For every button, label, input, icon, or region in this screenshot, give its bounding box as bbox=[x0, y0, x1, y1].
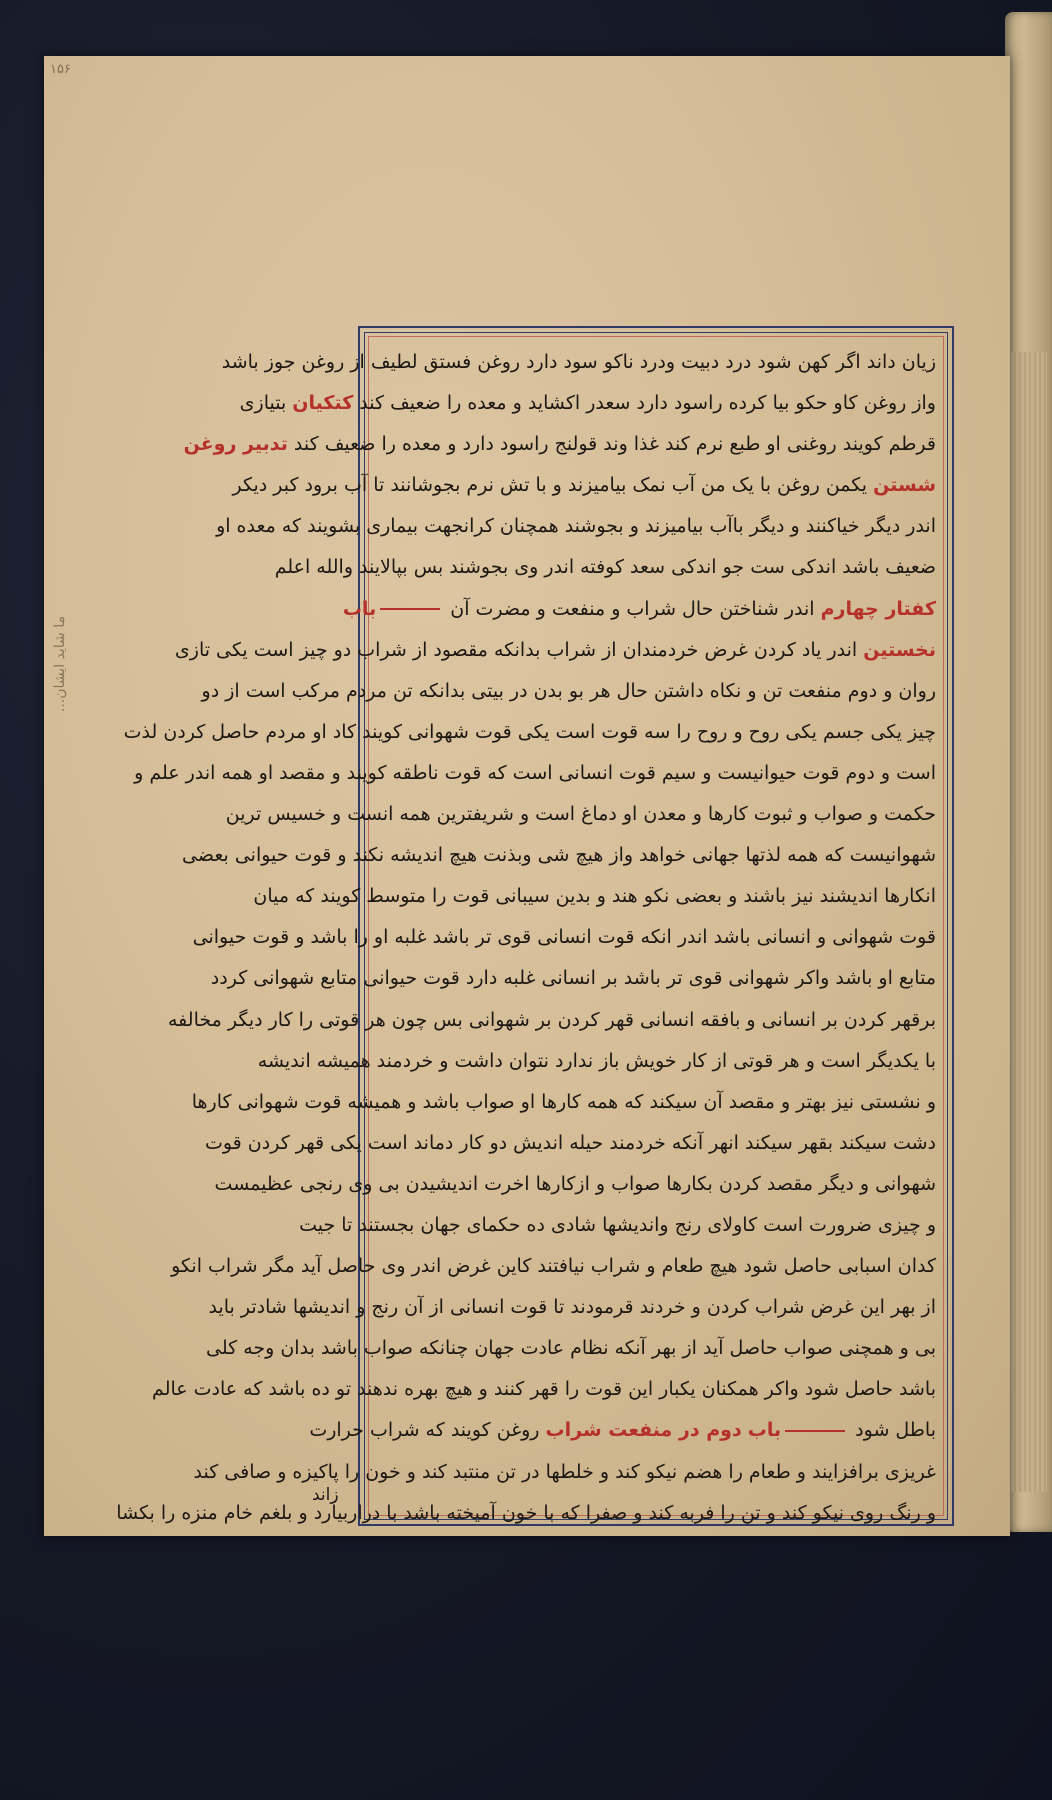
text-line bbox=[257, 1041, 936, 1082]
margin-note: ...ما شاید ایشان bbox=[52, 616, 68, 713]
text-line bbox=[152, 1369, 936, 1410]
body-text: قرطم کویند روغنی او طبع نرم کند غذا وند قولنج راسود دارد و معده را ضعیف کند bbox=[293, 433, 936, 456]
body-text: یکمن روغن با یک من آب نمک بیامیزند و با تش نرم بجوشانند تا آب برود کبر دیکر bbox=[232, 474, 868, 497]
rubric-text: دوم در منفعت شراب bbox=[545, 1419, 742, 1442]
text-line bbox=[193, 1452, 936, 1493]
text-line bbox=[191, 1082, 936, 1123]
body-text: از بهر این غرض شراب کردن و خردند قرمودند تا قوت انسانی از آن رنج و اندیشها شادتر باید bbox=[208, 1296, 936, 1319]
body-text: است و دوم قوت حیوانیست و سیم قوت انسانی است که قوت ناطقه کویند و مقصد او همه اندر علم و bbox=[134, 761, 936, 784]
body-text: اندر شناختن حال شراب و منفعت و مضرت آن bbox=[450, 597, 815, 620]
text-line bbox=[214, 1164, 936, 1205]
body-text: لطیف از روغن جوز باشد bbox=[221, 351, 418, 373]
text-line bbox=[274, 547, 936, 588]
body-text: و نشستی نیز بهتر و مقصد آن سیکند که همه کارها او صواب باشد و همیشه قوت شهوانی کارها bbox=[191, 1090, 936, 1113]
text-line bbox=[206, 1328, 936, 1369]
text-line bbox=[192, 917, 936, 958]
text-line bbox=[134, 753, 936, 794]
body-text: حکمت و صواب و ثبوت کارها و معدن او دماغ است و شریفترین همه انست و خسیس ترین bbox=[225, 803, 936, 826]
folio-number: ۱۵۶ bbox=[50, 62, 71, 77]
manuscript-page bbox=[44, 56, 1010, 1536]
body-text: چیز یکی جسم یکی روح و روح را سه قوت است یکی قوت شهوانی کویند کاد او مردم حاصل کردن لذت bbox=[123, 720, 936, 743]
body-text: برقهر کردن بر انسانی و بافقه انسانی قهر کردن بر شهوانی بس چون هر قوتی را کار دیگر مخالفه bbox=[167, 1008, 936, 1031]
text-line bbox=[208, 1287, 936, 1328]
body-text: متابع او باشد واکر شهوانی قوی تر باشد بر انسانی غلبه دارد قوت حیوانی متابع شهوانی کردد bbox=[210, 967, 936, 990]
body-text: زیان داند اگر کهن شود درد دبیت ودرد ناکو سود دارد روغن فستق bbox=[423, 351, 936, 373]
body-text: اندر یاد کردن غرض خردمندان از شراب بدانکه مقصود از شراب دو چیز است یکی تازی bbox=[174, 638, 858, 661]
page-stack-edge bbox=[1011, 352, 1047, 1492]
text-line bbox=[225, 794, 936, 835]
text-line bbox=[204, 1123, 936, 1164]
text-line bbox=[201, 671, 936, 712]
body-text: غریزی برافزایند و طعام را هضم نیکو کند و خلطها در تن منتبد کند و خون را پاکیزه و صافی کند bbox=[193, 1460, 936, 1483]
text-line bbox=[221, 342, 936, 383]
rubric-text: نخستین bbox=[863, 638, 936, 661]
body-text: انکارها اندیشند نیز باشند و بعضی نکو هند و بدین سیبانی قوت را متوسط کویند که میان bbox=[253, 885, 936, 908]
text-line bbox=[174, 630, 936, 671]
next-page-edge bbox=[1005, 12, 1052, 1532]
body-text: و رنگ روی نیکو کند و تن را فربه کند و صفرا که با خون آمیخته باشد با دراربیارد و بلغم خام منزه را بکشا bbox=[116, 1501, 936, 1524]
body-text: روان و دوم منفعت تن و نکاه داشتن حال هر بو بدن در بیتی بدانکه تن مردم مرکب است از دو bbox=[201, 679, 936, 702]
text-line bbox=[216, 506, 936, 547]
body-text: ضعیف باشد اندکی ست جو اندکی سعد کوفته اندر وی بجوشند بس بپالایند والله اعلم bbox=[274, 556, 936, 579]
text-line bbox=[299, 1205, 936, 1246]
body-text: واز روغن کاو حکو بیا کرده راسود دارد سعدر اکشاید و معده را ضعیف کند bbox=[359, 392, 936, 415]
body-text: دشت سیکند بقهر سیکند انهر آنکه خردمند حیله اندیش دو کار دماند است یکی قهر کردن قوت bbox=[204, 1131, 936, 1154]
body-text: با یکدیگر است و هر قوتی از کار خویش باز ندارد نتوان داشت و خردمند همیشه اندیشه bbox=[257, 1049, 936, 1072]
body-text: بی و همچنی صواب حاصل آید از بهر آنکه نظام عادت جهان چنانکه صواب باشد بدان وجه کلی bbox=[206, 1337, 936, 1360]
text-line bbox=[182, 835, 936, 876]
rubric-text: شستن bbox=[873, 474, 936, 497]
rubric-text: کتکیان bbox=[292, 392, 354, 415]
body-text: کدان اسبابی حاصل شود هیچ طعام و شراب نیافتند کاین غرض اندر وی حاصل آید مگر شراب انکو bbox=[171, 1255, 936, 1278]
rubric-text: کفتار چهارم bbox=[820, 597, 936, 620]
catchword: زاند bbox=[312, 1485, 339, 1505]
body-text: بتیازی bbox=[239, 392, 287, 415]
text-line bbox=[210, 958, 936, 999]
body-text: شهوانیست که همه لذتها جهانی خواهد واز هیچ شی وبذنت هیچ اندیشه نکند و قوت حیوانی بعضی bbox=[182, 844, 936, 867]
body-text: باطل شود bbox=[855, 1419, 936, 1442]
text-line bbox=[183, 424, 936, 465]
text-line bbox=[342, 589, 936, 630]
text-line bbox=[239, 383, 936, 424]
text-line bbox=[309, 1410, 936, 1451]
rubric-text: باب bbox=[747, 1419, 782, 1442]
body-text: اندر دیگر خیاکنند و دیگر باآب بیامیزند و بجوشند همچنان کرانجهت بیماری بشویند که معده او bbox=[216, 515, 936, 538]
body-text: قوت شهوانی و انسانی باشد اندر انکه قوت انسانی قوی تر باشد غلبه او را باشد و قوت حیوانی bbox=[192, 926, 936, 949]
body-text: و چیزی ضرورت است کاولای رنج واندیشها شادی ده حکمای جهان بجستند تا جیت bbox=[299, 1213, 936, 1236]
rubric-text: تدبیر روغن bbox=[183, 433, 288, 456]
text-line bbox=[253, 876, 936, 917]
body-text: روغن کویند که شراب حرارت bbox=[309, 1419, 540, 1442]
body-text: باشد حاصل شود واکر همکنان یکبار این قوت را قهر کنند و هیچ بهره ندهند تو ده باشد که عادت عالم bbox=[152, 1378, 936, 1401]
text-line bbox=[232, 465, 936, 506]
text-line bbox=[171, 1246, 936, 1287]
text-line bbox=[123, 712, 936, 753]
rubric-rule bbox=[380, 608, 440, 610]
rubric-text: باب bbox=[342, 597, 377, 620]
text-line bbox=[167, 1000, 936, 1041]
body-text: شهوانی و دیگر مقصد کردن بکارها صواب و ازکارها اخرت اندیشیدن بی وی رنجی عظیمست bbox=[214, 1172, 936, 1195]
rubric-rule bbox=[785, 1430, 845, 1432]
